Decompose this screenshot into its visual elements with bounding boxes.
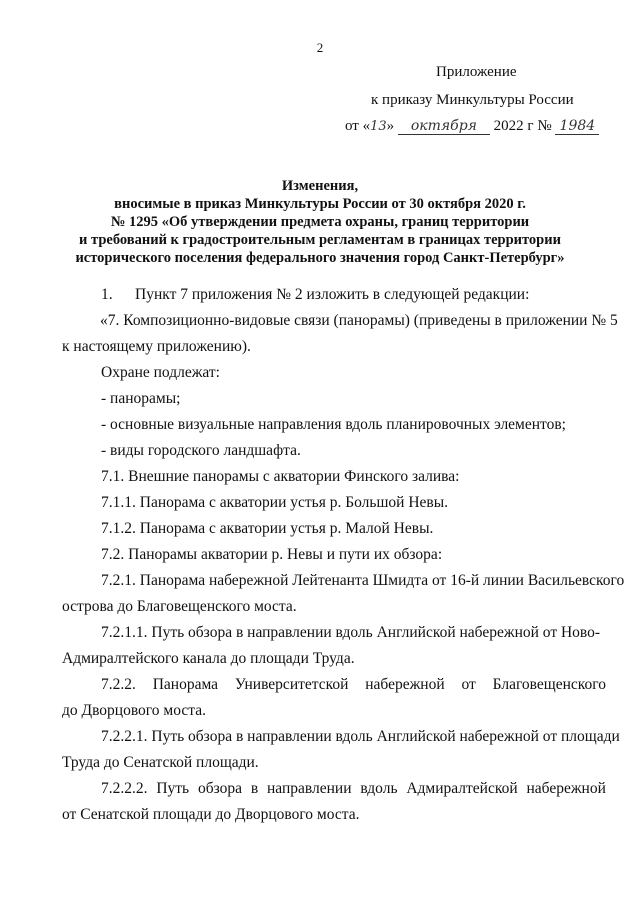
section-7-2-2-1-line-1: 7.2.2.1. Путь обзора в направлении вдоль Английской набережной от площади (101, 728, 620, 745)
title-line-1: Изменения, (281, 178, 359, 194)
title-line-3: № 1295 «Об утверждении предмета охраны, границ территории (110, 214, 530, 230)
date-close-quote: » (386, 118, 395, 134)
section-7-2-2-line-1 (101, 676, 606, 694)
section-7-1: 7.1. Внешние панорамы с акватории Финского залива: (101, 468, 460, 485)
section-7-2-1-line-2: острова до Благовещенского моста. (62, 598, 297, 615)
section-7-2-1-1-line-2: Адмиралтейского канала до площади Труда. (62, 650, 355, 667)
word: Панорама (152, 676, 219, 693)
list-item-visual-directions: - основные визуальные направления вдоль планировочных элементов; (101, 416, 566, 433)
list-item-panoramas: - панорамы; (101, 390, 181, 407)
word: Путь (156, 780, 190, 797)
item-1-number: 1. (101, 286, 113, 303)
section-7-2-2-line-2: до Дворцового моста. (62, 702, 206, 719)
word: Адмиралтейской (406, 780, 518, 797)
word: 7.2.2. (101, 676, 136, 693)
word: набережной (365, 676, 445, 693)
appendix-label: Приложение (436, 64, 517, 80)
word: набережной (526, 780, 606, 797)
word: Университетской (234, 676, 349, 693)
date-year: 2022 г (493, 118, 534, 134)
title-line-5: исторического поселения федерального значения город Санкт-Петербург» (75, 250, 565, 266)
section-7-2-2-1-line-2: Труда до Сенатской площади. (62, 754, 259, 771)
list-item-landscape-views: - виды городского ландшафта. (101, 442, 301, 459)
section-7-2-2-2-line-1 (101, 780, 606, 798)
order-reference: к приказу Минкультуры России (371, 92, 574, 108)
section-7-1-1: 7.1.1. Панорама с акватории устья р. Большой Невы. (101, 494, 449, 511)
title-line-2: вносимые в приказ Минкультуры России от 30 октября 2020 г. (114, 196, 526, 212)
word: направлении (267, 780, 352, 797)
title-line-4: и требований к градостроительным регламентам в границах территории (79, 232, 561, 248)
word: обзора (197, 780, 243, 797)
order-number: 1984 (555, 118, 599, 135)
number-prefix: № (537, 118, 552, 134)
word: в (250, 780, 259, 797)
word: 7.2.2.2. (101, 780, 148, 797)
paragraph-7-line-1: «7. Композиционно-видовые связи (панорамы) (приведены в приложении № 5 (100, 312, 618, 329)
section-7-2-1-line-1: 7.2.1. Панорама набережной Лейтенанта Шмидта от 16-й линии Васильевского (101, 572, 625, 589)
word: от (461, 676, 476, 693)
protection-heading: Охране подлежат: (101, 364, 220, 381)
section-7-2: 7.2. Панорамы акватории р. Невы и пути их обзора: (101, 546, 443, 563)
section-7-2-2-2-line-2: от Сенатской площади до Дворцового моста. (62, 806, 360, 823)
section-7-2-1-1-line-1: 7.2.1.1. Путь обзора в направлении вдоль Английской набережной от Ново- (101, 624, 601, 641)
date-prefix: от « (345, 118, 371, 134)
item-1-text: Пункт 7 приложения № 2 изложить в следующей редакции: (135, 286, 530, 303)
date-month: октября (398, 118, 490, 135)
word: вдоль (360, 780, 398, 797)
page-number: 2 (316, 40, 324, 55)
date-day: 13 (370, 119, 387, 134)
section-7-1-2: 7.1.2. Панорама с акватории устья р. Малой Невы. (101, 520, 434, 537)
order-date-line (345, 118, 599, 135)
paragraph-7-line-2: к настоящему приложению). (62, 338, 251, 355)
word: Благовещенского (492, 676, 606, 693)
